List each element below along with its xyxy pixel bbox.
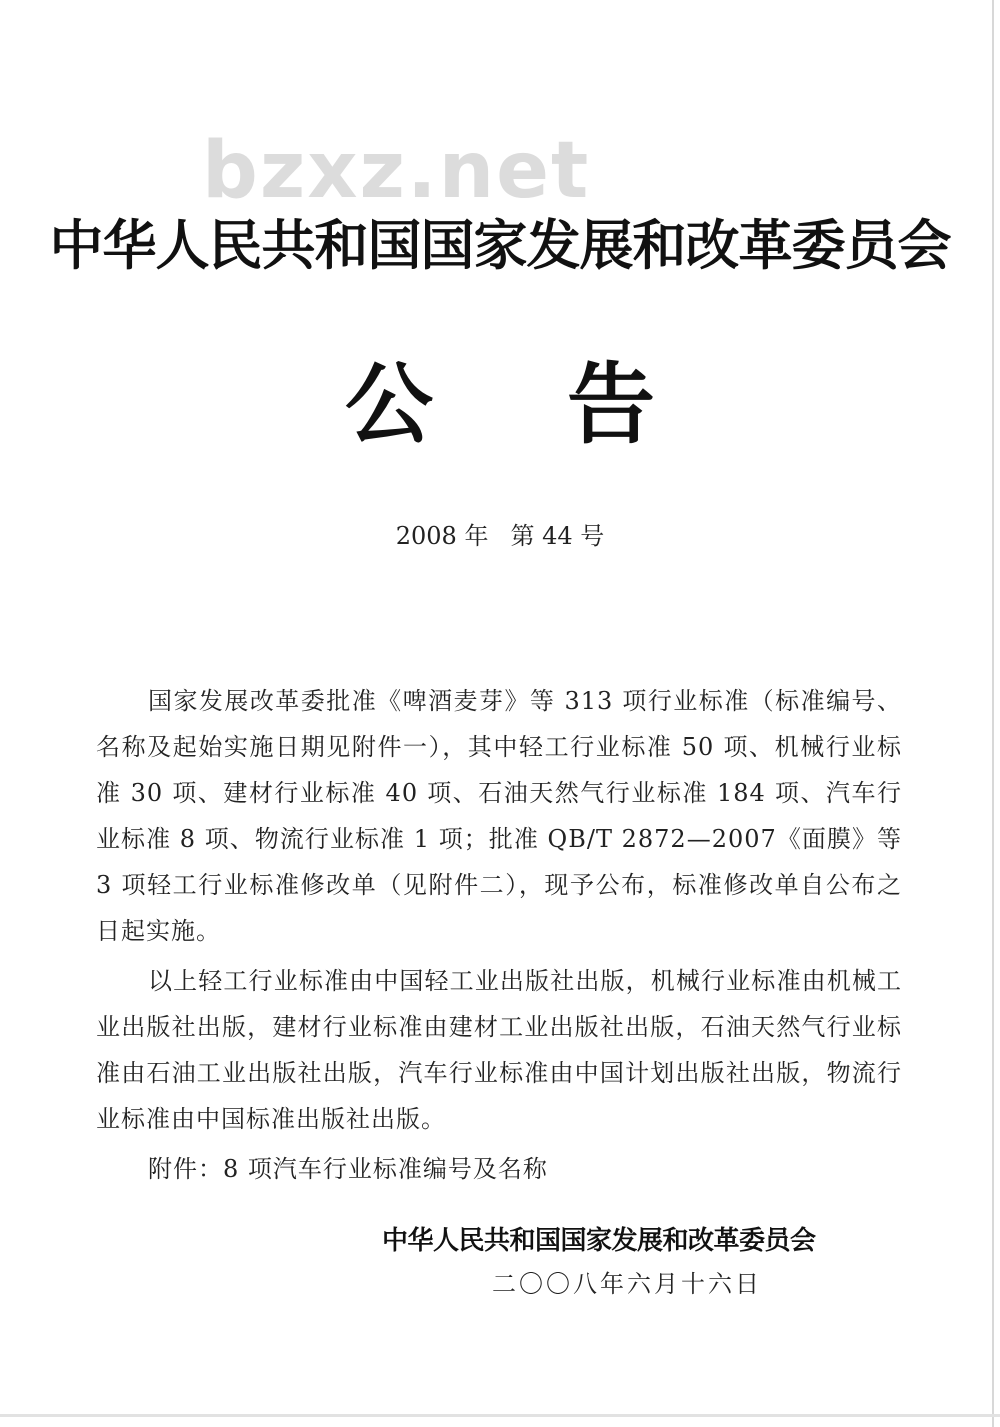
signing-date: 二〇〇八年六月十六日	[492, 1270, 762, 1298]
paragraph-attachment: 附件：8 项汽车行业标准编号及名称	[148, 1155, 548, 1183]
page-edge-right	[992, 0, 994, 1427]
document-year: 2008 年	[395, 522, 489, 550]
paragraph-approval: 国家发展改革委批准《啤酒麦芽》等 313 项行业标准（标准编号、名称及起始实施日期见附件一），其中轻工行业标准 50 项、机械行业标准 30 项、建材行业标准 40 项、石油天然气行业标准 184 项、汽车行业标准 8 项、物流行业标准 1 项；批准 QB/T 2872—2007《面膜》等 3 项轻工行业标准修改单（见附件二），现予公布，标准修改单自公布之日起实施。	[96, 687, 902, 945]
title-char-2: 告	[567, 352, 656, 456]
issuing-agency-heading: 中华人民共和国国家发展和改革委员会	[49, 214, 951, 277]
announcement-body	[96, 678, 902, 1196]
title-char-1: 公	[344, 352, 433, 456]
signatory: 中华人民共和国国家发展和改革委员会	[382, 1226, 816, 1256]
paragraph-publishers: 以上轻工行业标准由中国轻工业出版社出版，机械行业标准由机械工业出版社出版，建材行业标准由建材工业出版社出版，石油天然气行业标准由石油工业出版社出版，汽车行业标准由中国计划出版社出版，物流行业标准由中国标准出版社出版。	[96, 967, 902, 1133]
document-title	[0, 352, 1000, 456]
page-edge-bottom	[0, 1414, 1000, 1417]
document-serial: 第 44 号	[510, 522, 605, 550]
watermark: bzxz.net	[202, 126, 591, 216]
document-number	[0, 522, 1000, 551]
